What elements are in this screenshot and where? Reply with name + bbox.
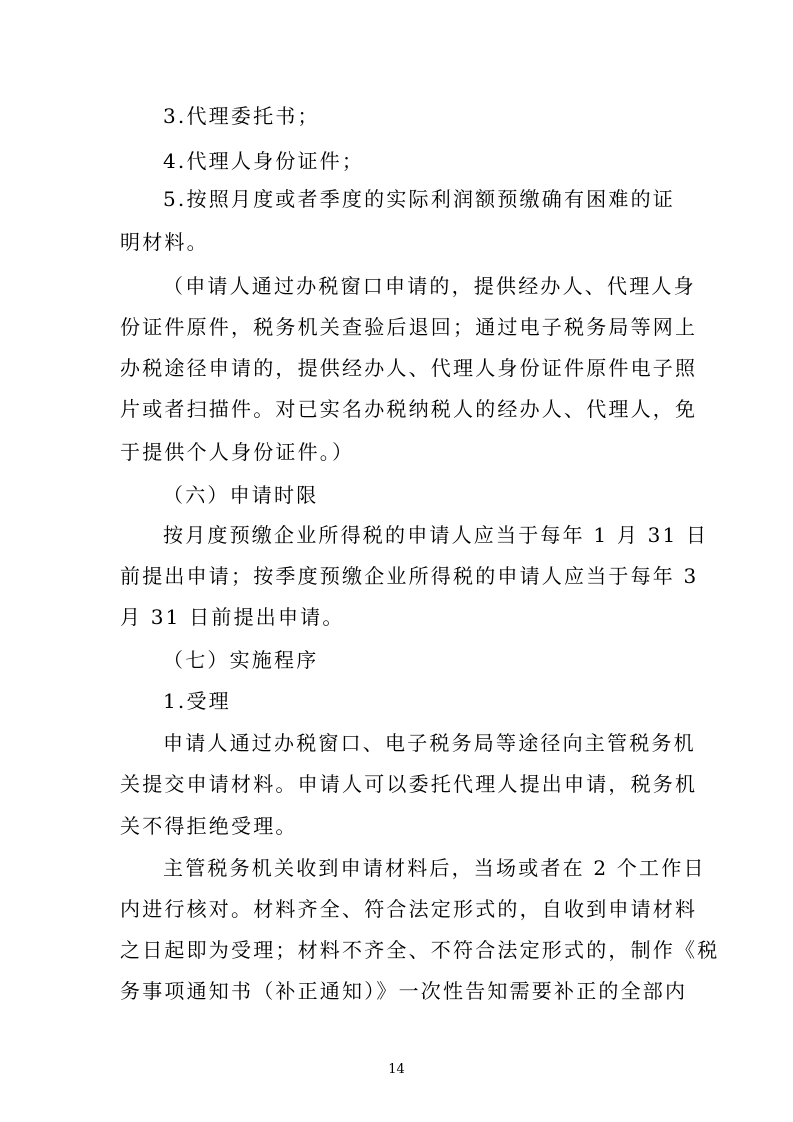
text-line: 份证件原件，税务机关查验后退回；通过电子税务局等网上 — [120, 315, 698, 339]
text-line: 3.代理委托书； — [163, 104, 320, 128]
text-line: 于提供个人身份证件。） — [120, 440, 355, 464]
text-line: 申请人通过办税窗口、电子税务局等途径向主管税务机 — [163, 731, 696, 755]
text-line: 关不得拒绝受理。 — [120, 814, 298, 838]
section-heading: （六）申请时限 — [163, 483, 319, 507]
text-line: 明材料。 — [120, 230, 209, 254]
text-line: 主管税务机关收到申请材料后，当场或者在 2 个工作日 — [163, 856, 706, 880]
text-line: 务事项通知书（补正通知）》一次性告知需要补正的全部内 — [120, 979, 688, 1003]
text-line: 4.代理人身份证件； — [163, 149, 365, 173]
subsection-heading: 1.受理 — [163, 689, 231, 713]
section-heading: （七）实施程序 — [163, 648, 319, 672]
text-line: 片或者扫描件。对已实名办税纳税人的经办人、代理人，免 — [120, 397, 698, 421]
text-line: 办税途径申请的，提供经办人、代理人身份证件原件电子照 — [120, 356, 698, 380]
text-line: （申请人通过办税窗口申请的，提供经办人、代理人身 — [163, 274, 696, 298]
text-line: 之日起即为受理；材料不齐全、不符合法定形式的，制作《税 — [120, 938, 720, 962]
text-line: 按月度预缴企业所得税的申请人应当于每年 1 月 31 日 — [163, 523, 709, 547]
text-line: 内进行核对。材料齐全、符合法定形式的，自收到申请材料 — [120, 897, 698, 921]
page-number: 14 — [388, 1062, 405, 1077]
text-line: 前提出申请；按季度预缴企业所得税的申请人应当于每年 3 — [120, 564, 699, 588]
text-line: 5.按照月度或者季度的实际利润额预缴确有困难的证 — [163, 187, 675, 211]
text-line: 月 31 日前提出申请。 — [120, 605, 345, 629]
text-line: 关提交申请材料。申请人可以委托代理人提出申请，税务机 — [120, 772, 698, 796]
